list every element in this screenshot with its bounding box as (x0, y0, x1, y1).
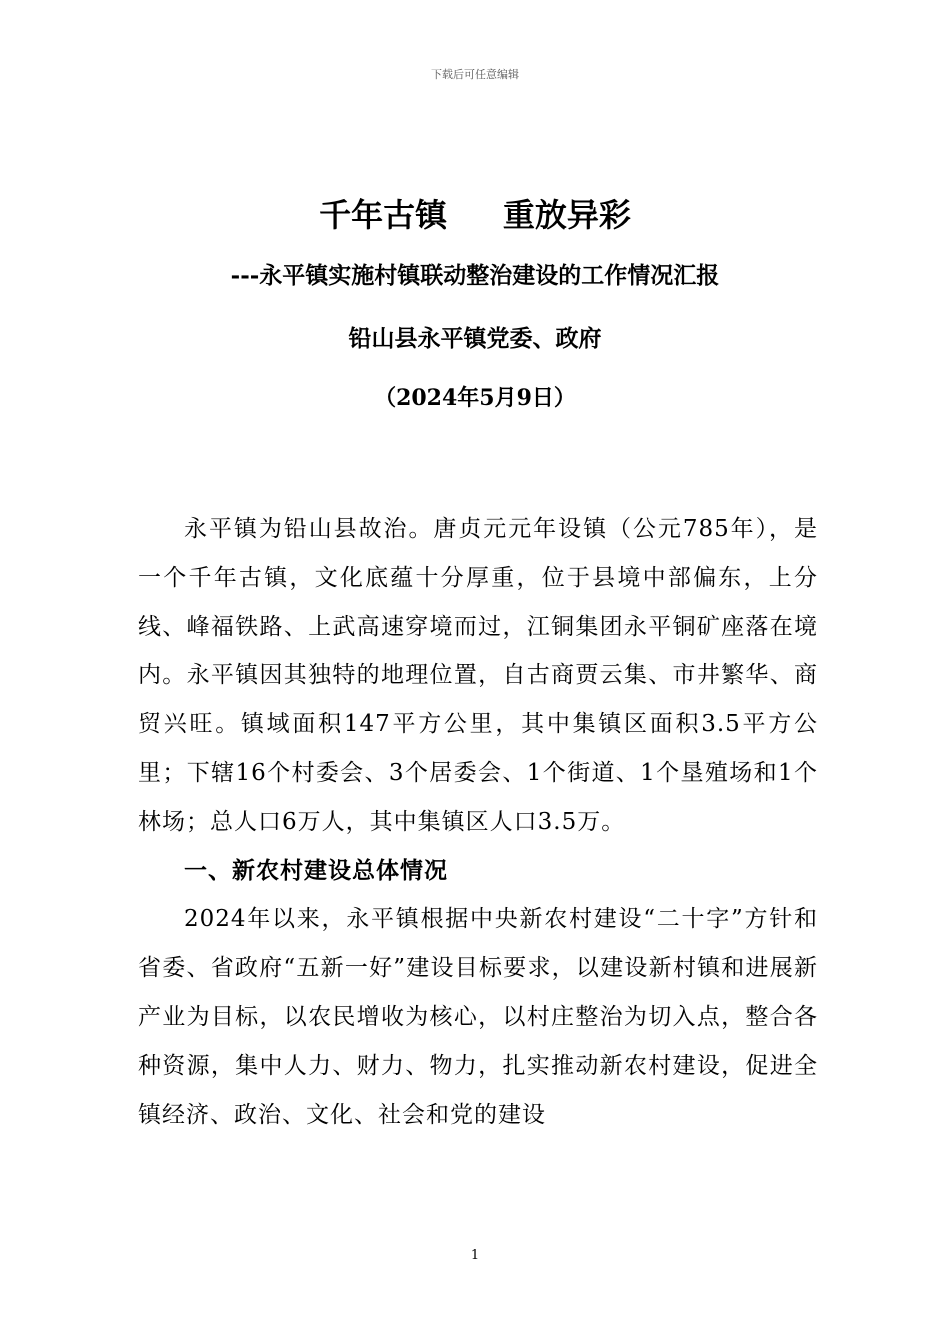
header-note: 下载后可任意编辑 (431, 68, 519, 81)
paragraph-intro: 永平镇为铅山县故治。唐贞元元年设镇（公元785年），是一个千年古镇，文化底蕴十分厚重，位于县境中部偏东，上分线、峰福铁路、上武高速穿境而过，江铜集团永平铜矿座落在境内。永平镇因其独特的地理位置，自古商贾云集、市井繁华、商贸兴旺。镇域面积147平方公里，其中集镇区面积3.5平方公里；下辖16个村委会、3个居委会、1个街道、1个垦殖场和1个林场；总人口6万人，其中集镇区人口3.5万。 (138, 516, 818, 835)
page-number: 1 (470, 1248, 480, 1263)
document-body (138, 505, 818, 1139)
document-title: 千年古镇 重放异彩 (319, 196, 631, 234)
document-subtitle: ---永平镇实施村镇联动整治建设的工作情况汇报 (230, 262, 720, 289)
section-heading-1: 一、新农村建设总体情况 (184, 856, 448, 884)
document-date: （2024年5月9日） (374, 385, 576, 411)
document-organization: 铅山县永平镇党委、政府 (348, 325, 602, 352)
paragraph-overview: 2024年以来，永平镇根据中央新农村建设“二十字”方针和省委、省政府“五新一好”建设目标要求，以建设新村镇和进展新产业为目标，以农民增收为核心，以村庄整治为切入点，整合各种资源，集中人力、财力、物力，扎实推动新农村建设，促进全镇经济、政治、文化、社会和党的建设 (138, 906, 818, 1128)
